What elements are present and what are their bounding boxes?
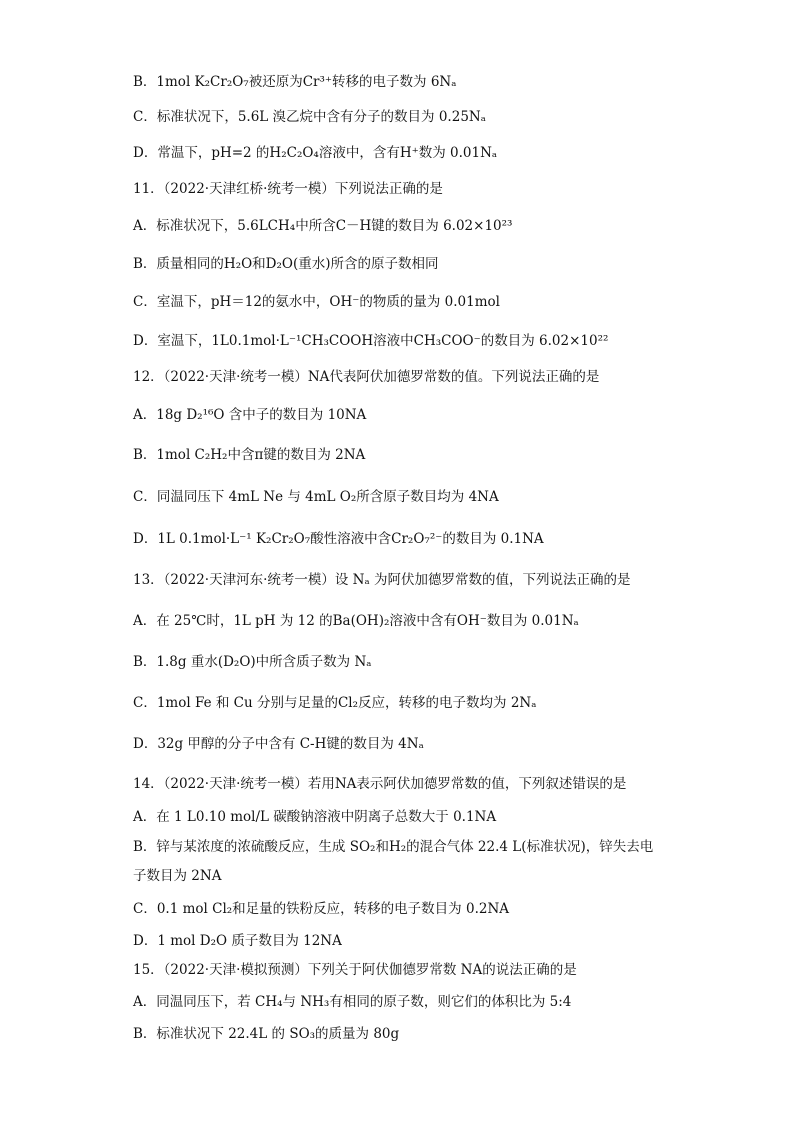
text-line: C．同温同压下 4mL Ne 与 4mL O₂所含原子数目均为 4NA <box>133 489 499 505</box>
text-line: C．0.1 mol Cl₂和足量的铁粉反应，转移的电子数目为 0.2NA <box>133 901 510 917</box>
text-line: D．室温下，1L0.1mol·L⁻¹CH₃COOH溶液中CH₃COO⁻的数目为 6.02×10²² <box>133 333 609 349</box>
text-line: 子数目为 2NA <box>133 868 222 884</box>
question-heading: 12．（2022·天津·统考一模）NA代表阿伏加德罗常数的值。下列说法正确的是 <box>133 369 600 385</box>
question-heading: 13．（2022·天津河东·统考一模）设 Nₐ 为阿伏加德罗常数的值，下列说法正确的是 <box>133 572 631 588</box>
text-line: A．18g D₂¹⁶O 含中子的数目为 10NA <box>133 407 367 423</box>
text-line: A．标准状况下，5.6LCH₄中所含C－H键的数目为 6.02×10²³ <box>133 218 513 234</box>
text-line: D．32g 甲醇的分子中含有 C-H键的数目为 4Nₐ <box>133 736 424 752</box>
text-line: B．质量相同的H₂O和D₂O(重水)所含的原子数相同 <box>133 256 439 272</box>
text-line: B．1mol C₂H₂中含π键的数目为 2NA <box>133 447 366 463</box>
text-line: B．1mol K₂Cr₂O₇被还原为Cr³⁺转移的电子数为 6Nₐ <box>133 74 457 90</box>
text-line: B．标准状况下 22.4L 的 SO₃的质量为 80g <box>133 1026 400 1042</box>
text-line: D．1 mol D₂O 质子数目为 12NA <box>133 933 342 949</box>
question-heading: 11．（2022·天津红桥·统考一模）下列说法正确的是 <box>133 181 443 197</box>
text-line: C．1mol Fe 和 Cu 分别与足量的Cl₂反应，转移的电子数均为 2Nₐ <box>133 695 537 711</box>
text-line: D．常温下，pH=2 的H₂C₂O₄溶液中，含有H⁺数为 0.01Nₐ <box>133 145 498 161</box>
text-line: D．1L 0.1mol·L⁻¹ K₂Cr₂O₇酸性溶液中含Cr₂O₇²⁻的数目为 0.1NA <box>133 531 544 547</box>
text-line: A．在 1 L0.10 mol/L 碳酸钠溶液中阴离子总数大于 0.1NA <box>133 809 497 825</box>
text-line: A．同温同压下，若 CH₄与 NH₃有相同的原子数，则它们的体积比为 5:4 <box>133 994 572 1010</box>
text-line: B．锌与某浓度的浓硫酸反应，生成 SO₂和H₂的混合气体 22.4 L(标准状况)，锌失去电 <box>133 839 654 855</box>
text-line: C．标准状况下，5.6L 溴乙烷中含有分子的数目为 0.25Nₐ <box>133 109 486 125</box>
text-line: A．在 25℃时，1L pH 为 12 的Ba(OH)₂溶液中含有OH⁻数目为 0.01Nₐ <box>133 613 579 629</box>
text-line: B．1.8g 重水(D₂O)中所含质子数为 Nₐ <box>133 654 372 670</box>
text-line: C．室温下，pH＝12的氨水中，OH⁻的物质的量为 0.01mol <box>133 294 500 310</box>
question-heading: 14．（2022·天津·统考一模）若用NA表示阿伏加德罗常数的值，下列叙述错误的是 <box>133 776 627 792</box>
question-heading: 15．（2022·天津·模拟预测）下列关于阿伏伽德罗常数 NA的说法正确的是 <box>133 962 577 978</box>
